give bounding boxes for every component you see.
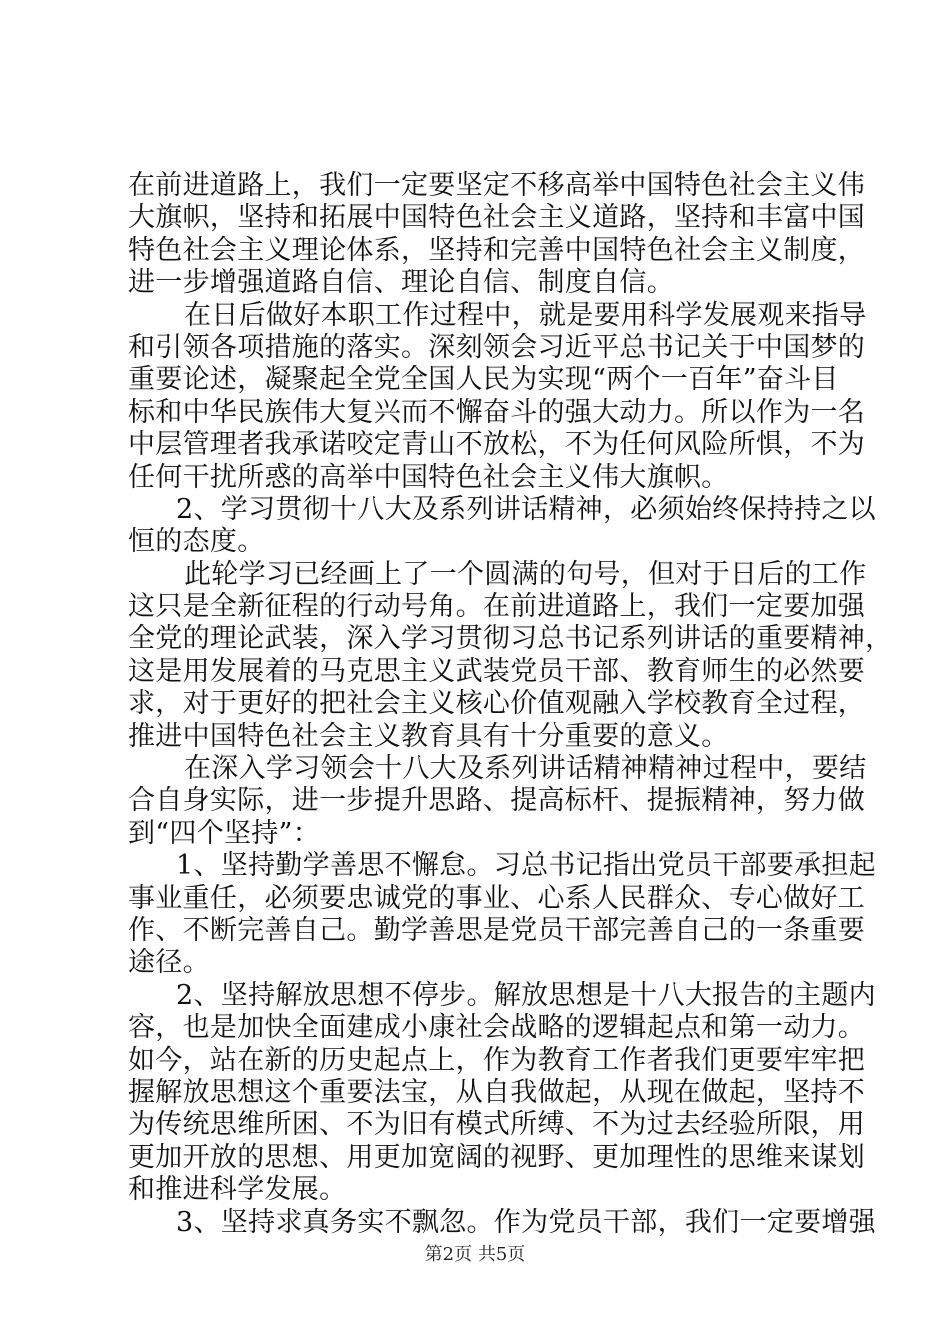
paragraph-road-flag — [128, 170, 866, 300]
text-line: 途径。 — [128, 947, 210, 979]
text-line: 3、坚持求真务实不飘忽。作为党员干部，我们一定要增强 — [176, 1206, 876, 1238]
text-line: 在前进道路上，我们一定要坚定不移高举中国特色社会主义伟 — [128, 170, 866, 201]
text-line: 如今，站在新的历史起点上，作为教育工作者我们更要牢牢把 — [128, 1044, 866, 1076]
text-line: 容，也是加快全面建成小康社会战略的逻辑起点和第一动力。 — [128, 1012, 866, 1044]
text-line: 此轮学习已经画上了一个圆满的句号，但对于日后的工作 — [184, 558, 867, 590]
document-body — [128, 170, 893, 1239]
text-line: 任何干扰所惑的高举中国特色社会主义伟大旗帜。 — [128, 461, 729, 493]
text-line: 合自身实际，进一步提升思路、提高标杆、提振精神，努力做 — [128, 785, 866, 817]
paragraph-four-persistences — [128, 753, 867, 850]
paragraph-heading-2 — [128, 493, 876, 559]
paragraph-scientific-development — [128, 299, 867, 494]
text-line: 握解放思想这个重要法宝，从自我做起，从现在做起，坚持不 — [128, 1076, 866, 1108]
text-line: 这只是全新征程的行动号角。在前进道路上，我们一定要加强 — [128, 591, 866, 623]
paragraph-item-3 — [128, 1206, 876, 1239]
text-line: 作、不断完善自己。勤学善思是党员干部完善自己的一条重要 — [128, 914, 866, 946]
text-line: 恒的态度。 — [128, 526, 265, 558]
text-line: 进一步增强道路自信、理论自信、制度自信。 — [128, 267, 674, 299]
text-line: 1、坚持勤学善思不懈怠。习总书记指出党员干部要承担起 — [176, 850, 876, 882]
text-line: 在深入学习领会十八大及系列讲话精神精神过程中，要结 — [184, 753, 867, 785]
text-line: 重要论述，凝聚起全党全国人民为实现“两个一百年”奋斗目 — [128, 364, 839, 396]
paragraph-new-journey — [128, 558, 893, 753]
paragraph-item-2 — [128, 979, 876, 1207]
text-line: 特色社会主义理论体系，坚持和完善中国特色社会主义制度， — [128, 234, 866, 266]
text-line: 2、坚持解放思想不停步。解放思想是十八大报告的主题内 — [176, 979, 876, 1011]
text-line: 求，对于更好的把社会主义核心价值观融入学校教育全过程， — [128, 688, 866, 720]
text-line: 更加开放的思想、用更加宽阔的视野、更加理性的思维来谋划 — [128, 1141, 866, 1173]
page-footer: 第2页 共5页 — [424, 1244, 526, 1265]
paragraph-item-1 — [128, 850, 876, 980]
text-line: 标和中华民族伟大复兴而不懈奋斗的强大动力。所以作为一名 — [128, 396, 866, 428]
text-line: 到“四个坚持”： — [128, 817, 321, 849]
text-line: 中层管理者我承诺咬定青山不放松，不为任何风险所惧，不为 — [128, 429, 866, 461]
text-line: 和推进科学发展。 — [128, 1174, 347, 1206]
text-line: 大旗帜，坚持和拓展中国特色社会主义道路，坚持和丰富中国 — [128, 202, 866, 234]
text-line: 和引领各项措施的落实。深刻领会习近平总书记关于中国梦的 — [128, 331, 866, 363]
text-line: 这是用发展着的马克思主义武装党员干部、教育师生的必然要 — [128, 655, 866, 687]
text-line: 事业重任，必须要忠诚党的事业、心系人民群众、专心做好工 — [128, 882, 866, 914]
text-line: 推进中国特色社会主义教育具有十分重要的意义。 — [128, 720, 729, 752]
text-line: 全党的理论武装，深入学习贯彻习总书记系列讲话的重要精神， — [128, 623, 893, 655]
text-line: 为传统思维所困、不为旧有模式所缚、不为过去经验所限，用 — [128, 1109, 866, 1141]
text-line: 在日后做好本职工作过程中，就是要用科学发展观来指导 — [184, 299, 867, 331]
text-line: 2、学习贯彻十八大及系列讲话精神，必须始终保持持之以 — [176, 493, 876, 525]
